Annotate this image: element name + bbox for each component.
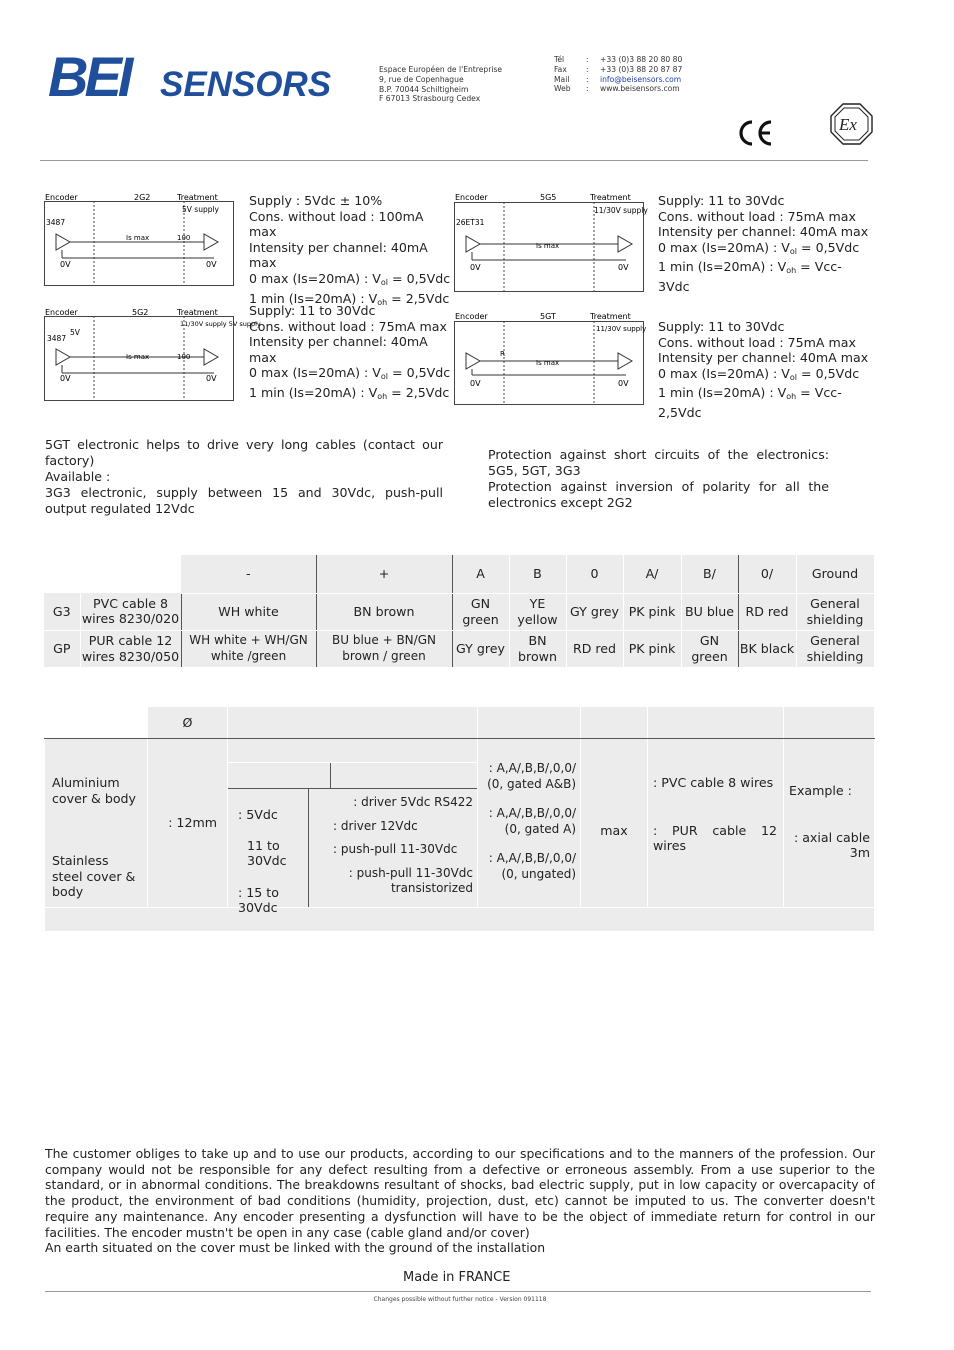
body-material-cell [45, 739, 148, 908]
contact-sep: : [586, 55, 589, 64]
diagram-r-label: 100 [177, 234, 191, 242]
contact-sep: : [586, 64, 589, 74]
output-option: : push-pull 11-30Vdc transistorized [348, 865, 473, 895]
body-option: Aluminium cover & body [52, 775, 136, 806]
spec-line: Supply : 5Vdc ± 10% [249, 193, 383, 208]
diagram-treatment-label: Treatment [590, 193, 631, 202]
contact-label: Tél [554, 55, 565, 64]
electronics-cell [228, 739, 478, 915]
ordering-body-row [45, 739, 875, 908]
frequency-cell: max [581, 739, 648, 908]
svg-text:Ex: Ex [839, 115, 857, 134]
diagram-code: 5G2 [132, 308, 149, 317]
spec-voh: 1 min (Is=20mA) : $V_{oh} = Vcc-2,5Vdc$ [658, 385, 842, 420]
diameter-header: Ø [148, 707, 228, 739]
contact-mail-link[interactable]: info@beisensors.com [600, 74, 682, 84]
order-header-cell [784, 707, 875, 739]
col-header: B [509, 555, 566, 593]
diagram-0v-left: 0V [60, 374, 71, 383]
order-header-cell [228, 707, 478, 739]
diagram-r-label: 100 [177, 353, 191, 361]
empty-corner [44, 555, 80, 593]
diagram-code: 5G5 [540, 193, 557, 202]
connection-example: Example : [789, 783, 852, 798]
wire-cell: GN green [452, 593, 509, 630]
svg-text:SENSORS: SENSORS [160, 65, 332, 104]
address-line: B.P. 70044 Schiltigheim [379, 84, 469, 94]
diagram-encoder-label: Encoder [455, 312, 488, 321]
electronics-options [228, 789, 477, 915]
wire-cell: BN brown [509, 630, 566, 667]
diagram-ref-label: 3487 [46, 218, 66, 227]
wire-cell: PK pink [623, 630, 681, 667]
spec-line: Supply: 11 to 30Vdc [658, 193, 785, 208]
note-line: 5GT electronic helps to drive very long cables (contact our factory) [45, 437, 443, 468]
note-line: Available : [45, 469, 111, 484]
spec-line: Supply: 11 to 30Vdc [249, 303, 376, 318]
diagram-0v-left: 0V [60, 260, 71, 269]
header-divider [40, 160, 868, 161]
contact-fax: +33 (0)3 88 20 87 87 [600, 64, 683, 74]
wiring-diagram-2g2 [44, 192, 234, 292]
cable-option: : PVC cable 8 wires [653, 775, 774, 790]
row-cable: PVC cable 8 wires 8230/020 [80, 593, 181, 630]
col-header: 0/ [738, 555, 796, 593]
spec-vol: 0 max (Is=20mA) : $V_{ol} = 0,5Vdc$ [658, 365, 860, 382]
spec-line: Intensity per channel: 40mA max [658, 224, 869, 240]
spec-2g2 [249, 193, 454, 310]
wiring-diagram-5g5 [454, 192, 648, 296]
output-options [309, 789, 477, 907]
spec-line: Intensity per channel: 40mA max [249, 239, 428, 271]
address-line: 9, rue de Copenhague [379, 74, 464, 84]
row-code: G3 [44, 593, 80, 630]
earth-note: An earth situated on the cover must be linked with the ground of the installation [45, 1240, 546, 1256]
connection-option: : axial cable 3m [793, 829, 870, 860]
col-header: 0 [566, 555, 623, 593]
diagram-0v-right: 0V [206, 260, 217, 269]
diagram-encoder-label: Encoder [455, 193, 488, 202]
diagram-ref-label: 26ET31 [456, 218, 485, 227]
diagram-supply-label: 11/30V supply [596, 325, 647, 333]
wire-cell: RD red [566, 630, 623, 667]
company-address [379, 65, 502, 104]
contact-phone: +33 (0)3 88 20 80 80 [600, 55, 683, 64]
output-option: : push-pull 11-30Vdc [333, 842, 458, 856]
col-header: + [316, 555, 452, 593]
footer-divider [45, 1291, 871, 1292]
wiring-diagram-5gt [454, 311, 647, 415]
diagram-treatment-label: Treatment [177, 193, 218, 202]
note-left [45, 437, 443, 517]
electronics-subheader [228, 739, 477, 763]
supply-option: : 15 to 30Vdc [238, 884, 279, 915]
connection-cell [784, 739, 875, 908]
atex-ex-icon [829, 102, 874, 146]
spec-voh: 1 min (Is=20mA) : $V_{oh} = Vcc-3Vdc$ [658, 259, 842, 294]
note-right [488, 447, 829, 511]
wire-cell: BK black [738, 630, 796, 667]
diagram-r-label: R [500, 350, 505, 358]
signals-cell [478, 739, 581, 908]
col-header: A/ [623, 555, 681, 593]
diagram-is-label: Is max [536, 359, 560, 367]
electronics-subheader [228, 763, 477, 789]
table-row [44, 593, 874, 630]
diagram-0v-left: 0V [470, 263, 481, 272]
col-header: - [181, 555, 316, 593]
diagram-treatment-label: Treatment [590, 312, 631, 321]
ordering-footer-row [45, 908, 875, 932]
diameter-cell: : 12mm [148, 739, 228, 908]
signal-option: : A,A/,B,B/,0,0/ (0, ungated) [488, 851, 576, 881]
output-option: : driver 12Vdc [333, 818, 418, 833]
wire-cell: General shielding [796, 630, 874, 667]
diagram-supply-label: 5V supply [182, 205, 219, 214]
diagram-is-label: Is max [126, 353, 150, 361]
spec-vol: 0 max (Is=20mA) : $V_{ol} = 0,5Vdc$ [249, 270, 451, 287]
spec-line: Intensity per channel: 40mA max [249, 334, 428, 365]
supply-options [228, 789, 309, 915]
diagram-is-label: Is max [126, 234, 150, 242]
contact-label: Mail [554, 74, 570, 84]
diagram-0v-left: 0V [470, 379, 481, 388]
ordering-footer [45, 908, 875, 932]
contact-label: Fax [554, 64, 567, 74]
note-line: Protection against inversion of polarity for all the electronics except 2G2 [488, 479, 829, 510]
wiring-diagram-5g2 [44, 307, 261, 407]
wire-cell: YE yellow [509, 593, 566, 630]
row-cable: PUR cable 12 wires 8230/050 [80, 630, 181, 667]
signal-option: : A,A/,B,B/,0,0/ (0, gated A&B) [487, 761, 576, 791]
ordering-header-row [45, 707, 875, 739]
spec-vol: 0 max (Is=20mA) : $V_{ol} = 0,5Vdc$ [249, 365, 451, 382]
version-note: Changes possible without further notice - Version 091118 [373, 1296, 547, 1303]
contact-sep: : [586, 84, 589, 94]
wire-cell: GY grey [452, 630, 509, 667]
ce-mark-icon [735, 118, 775, 148]
svg-text:BEI: BEI [48, 45, 130, 108]
spec-line: Cons. without load : 75mA max [658, 334, 856, 350]
wire-cell: BN brown [316, 593, 452, 630]
spec-5g2 [249, 303, 454, 405]
wire-cell: GY grey [566, 593, 623, 630]
spec-5gt [658, 319, 876, 421]
diagram-code: 2G2 [134, 193, 151, 202]
empty-corner [45, 707, 148, 739]
bei-sensors-logo [48, 45, 340, 108]
diagram-treatment-label: Treatment [177, 308, 218, 317]
wire-cell: BU blue + BN/GN brown / green [316, 630, 452, 667]
body-option: Stainless steel cover & body [52, 853, 136, 899]
contact-sep: : [586, 74, 589, 84]
diagram-5v-label: 5V [70, 328, 80, 337]
wire-cell: RD red [738, 593, 796, 630]
diagram-encoder-label: Encoder [45, 308, 78, 317]
supply-option: 11 to 30Vdc [247, 837, 287, 868]
disclaimer [45, 1146, 875, 1256]
output-option: : driver 5Vdc RS422 [353, 795, 473, 809]
diagram-encoder-label: Encoder [45, 193, 78, 202]
note-line: 3G3 electronic, supply between 15 and 30Vdc, push-pull output regulated 12Vdc [45, 485, 443, 516]
spec-line: Cons. without load : 75mA max [658, 208, 856, 224]
supply-subheader [228, 763, 331, 788]
wire-cell: BU blue [681, 593, 738, 630]
supply-option: : 5Vdc [238, 807, 278, 822]
wire-cell: GN green [681, 630, 738, 667]
diagram-0v-right: 0V [618, 263, 629, 272]
empty-corner [80, 555, 181, 593]
spec-line: Cons. without load : 75mA max [249, 318, 447, 334]
diagram-is-label: Is max [536, 242, 560, 250]
spec-vol: 0 max (Is=20mA) : $V_{ol} = 0,5Vdc$ [658, 239, 860, 256]
spec-line: Supply: 11 to 30Vdc [658, 319, 785, 334]
order-header-cell [478, 707, 581, 739]
contact-web: www.beisensors.com [600, 84, 680, 94]
diagram-0v-right: 0V [618, 379, 629, 388]
contact-block [554, 55, 682, 94]
diagram-supply-label: 11/30V supply [594, 206, 648, 215]
diagram-supply-label: 11/30V supply 5V supply [180, 320, 261, 328]
spec-5g5 [658, 193, 870, 295]
wire-cell: PK pink [623, 593, 681, 630]
spec-voh: 1 min (Is=20mA) : $V_{oh} = 2,5Vdc$ [249, 384, 450, 401]
row-code: GP [44, 630, 80, 667]
wire-cell: WH white [181, 593, 316, 630]
col-header: A [452, 555, 509, 593]
wiring-table [44, 555, 875, 668]
contact-label: Web [554, 84, 571, 94]
spec-line: Cons. without load : 100mA max [249, 208, 424, 240]
cable-option: : PUR cable 12 wires [653, 822, 777, 853]
made-in-label: Made in FRANCE [403, 1270, 511, 1285]
address-line: F 67013 Strasbourg Cedex [379, 94, 481, 104]
col-header: B/ [681, 555, 738, 593]
order-header-cell [648, 707, 784, 739]
wiring-header-row [44, 555, 874, 593]
ordering-table [44, 706, 875, 932]
diagram-code: 5GT [540, 312, 556, 321]
col-header: Ground [796, 555, 874, 593]
wire-cell: General shielding [796, 593, 874, 630]
diagram-ref-label: 3487 [47, 334, 67, 343]
spec-voh: 1 min (Is=20mA) : $V_{oh} = 2,5Vdc$ [249, 290, 450, 307]
signal-option: : A,A/,B,B/,0,0/ (0, gated A) [488, 806, 576, 836]
order-header-cell [581, 707, 648, 739]
address-line: Espace Européen de l'Entreprise [379, 65, 503, 74]
wire-cell: WH white + WH/GN white /green [181, 630, 316, 667]
table-row [44, 630, 874, 667]
note-line: Protection against short circuits of the electronics: 5G5, 5GT, 3G3 [488, 447, 829, 478]
disclaimer-text: The customer obliges to take up and to use our products, according to our specifications and to the manners of the profession. Our company would not be responsible for any defect resulting from a defective or erroneous assembly. From a use superior to the standard, or in abnormal conditions. The breakdowns resultant of shocks, bad electric supply, put in low capacity or overcapacity of the product, the environment of bad conditions (humidity, projection, dust, etc) cannot be imputed to us. The converter doesn't require any maintenance. Any encoder presenting a dysfunction will have to be the object of immediate return for control in our facilities. The encoder mustn't be open in any case (cable gland and/or cover) [45, 1146, 875, 1240]
cable-cell [648, 739, 784, 908]
diagram-0v-right: 0V [206, 374, 217, 383]
spec-line: Intensity per channel: 40mA max [658, 350, 869, 366]
